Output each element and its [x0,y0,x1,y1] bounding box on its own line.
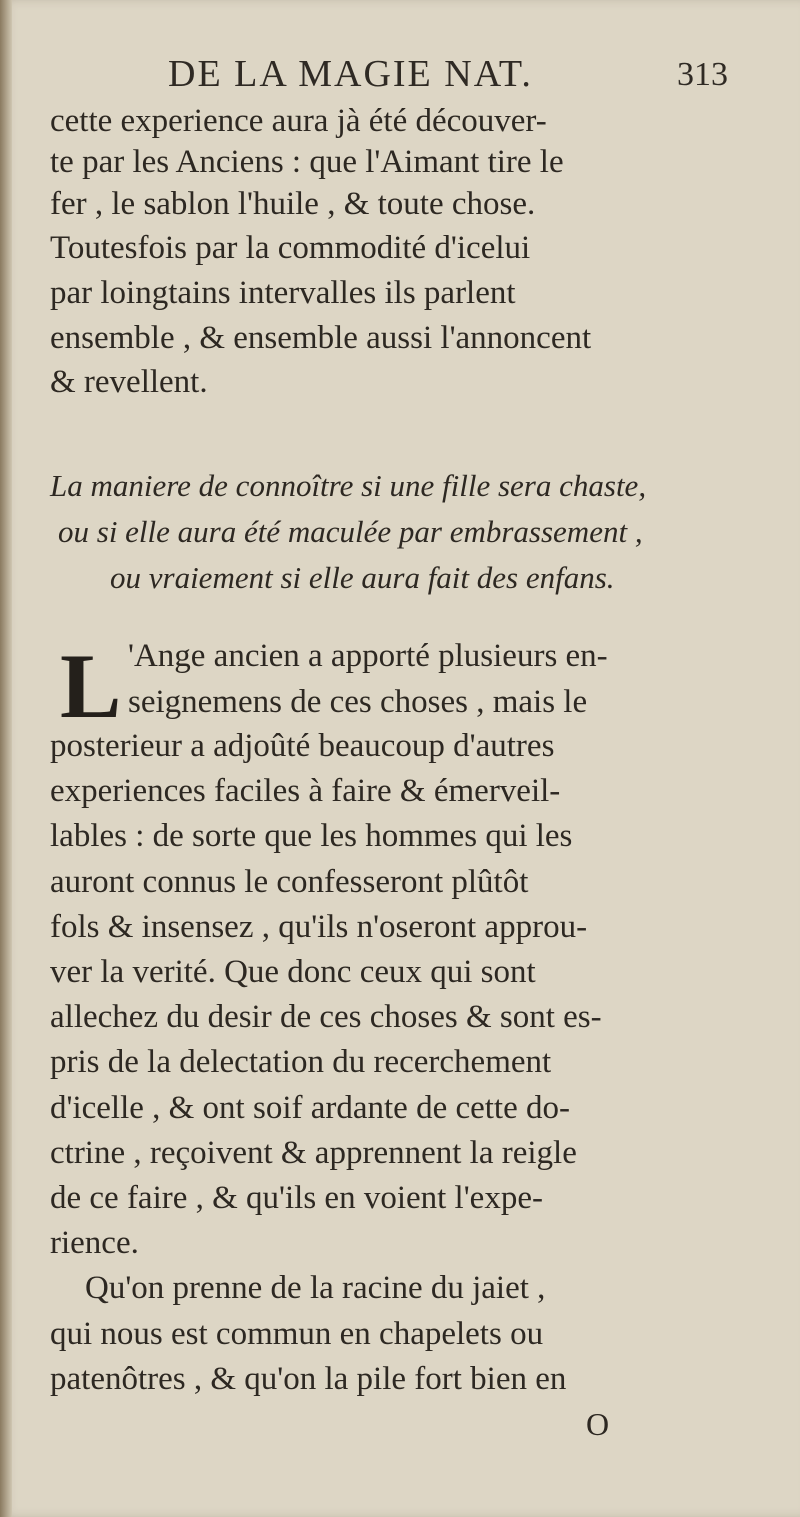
heading-line: ou si elle aura été maculée par embrassement , [58,514,643,549]
text-line: pris de la delectation du recerchement [50,1044,552,1080]
text-line: ctrine , reçoivent & apprennent la reigle [50,1135,577,1171]
text-line: ver la verité. Que donc ceux qui sont [50,954,536,990]
text-line: Toutesfois par la commodité d'icelui [50,230,531,266]
text-line: lables : de sorte que les hommes qui les [50,818,573,854]
text-line: patenôtres , & qu'on la pile fort bien en [50,1361,567,1397]
text-line: rience. [50,1225,139,1261]
text-line: te par les Anciens : que l'Aimant tire le [50,144,564,180]
text-line: d'icelle , & ont soif ardante de cette do- [50,1090,570,1126]
text-line: fols & insensez , qu'ils n'oseront approu- [50,909,588,945]
page-number: 313 [677,56,728,93]
text-line: allechez du desir de ces choses & sont es- [50,999,602,1035]
text-line: & revellent. [50,364,208,400]
text-line: fer , le sablon l'huile , & toute chose. [50,186,536,222]
text-line: qui nous est commun en chapelets ou [50,1316,544,1352]
heading-line: ou vraiement si elle aura fait des enfans. [110,560,615,595]
text-line: par loingtains intervalles ils parlent [50,275,516,311]
page-binding-shadow [0,0,12,1517]
text-line: Qu'on prenne de la racine du jaiet , [85,1270,546,1306]
text-line: 'Ange ancien a apporté plusieurs en- [128,638,608,674]
text-line: experiences faciles à faire & émerveil- [50,773,561,809]
text-line: seignemens de ces choses , mais le [128,684,588,720]
text-line: cette experience aura jà été découver- [50,103,547,139]
text-line: auront connus le confesseront plûtôt [50,864,529,900]
drop-cap-initial: L [60,635,122,737]
text-line: de ce faire , & qu'ils en voient l'expe- [50,1180,543,1216]
running-title: DE LA MAGIE NAT. [168,53,533,95]
running-header [168,52,728,102]
text-line: posterieur a adjoûté beaucoup d'autres [50,728,555,764]
catchword: O [586,1406,610,1442]
heading-line: La maniere de connoître si une fille sera chaste, [50,468,647,503]
text-line: ensemble , & ensemble aussi l'annoncent [50,320,592,356]
